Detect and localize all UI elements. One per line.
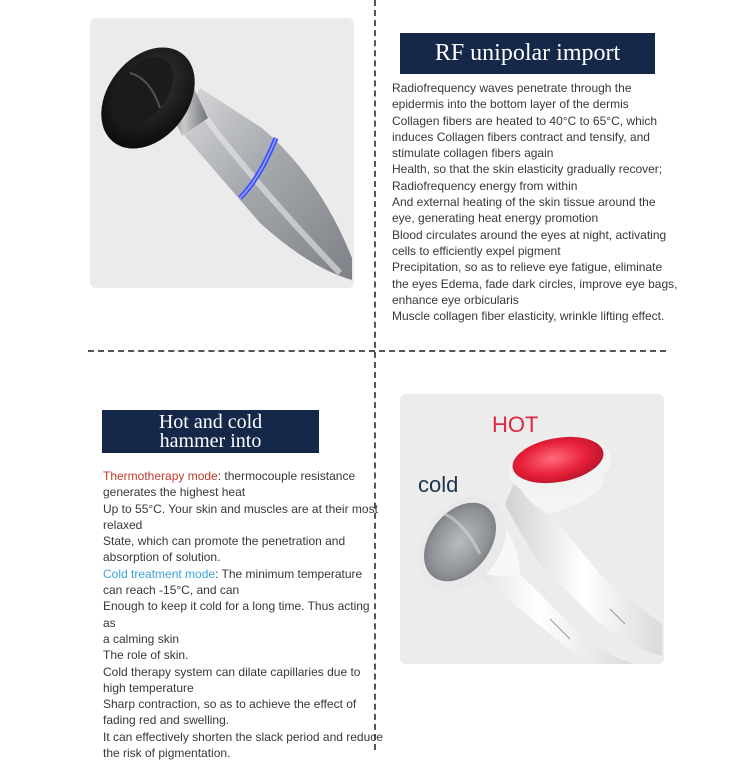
rf-line: epidermis into the bottom layer of the dermis: [392, 97, 629, 112]
rf-device-image: [90, 18, 354, 288]
cold-label: cold: [418, 472, 459, 497]
hot-cold-section-title: [102, 410, 319, 453]
rf-line: Radiofrequency waves penetrate through the: [392, 81, 632, 95]
cold-line: can reach -15°C, and can: [103, 583, 240, 598]
rf-line: the eyes Edema, fade dark circles, improve eye bags,: [392, 276, 678, 291]
rf-section-title: RF unipolar import: [400, 33, 655, 74]
cold-line: Cold therapy system can dilate capillaries due to: [103, 664, 361, 679]
hot-cold-description: [103, 468, 385, 761]
rf-line: Radiofrequency energy from within: [392, 178, 578, 193]
rf-line: And external heating of the skin tissue around the: [392, 195, 656, 210]
cold-line: Sharp contraction, so as to achieve the effect of: [103, 697, 357, 712]
hot-cold-title-line2: hammer into: [159, 430, 262, 452]
thermo-line: relaxed: [103, 517, 143, 532]
cold-mode-label: Cold treatment mode: [103, 566, 216, 581]
thermo-mode-line: [103, 468, 385, 484]
thermo-line: generates the highest heat: [103, 485, 246, 500]
rf-line: Muscle collagen fiber elasticity, wrinkle lifting effect.: [392, 309, 665, 324]
cold-mode-line: [103, 566, 385, 582]
rf-description: [392, 80, 682, 324]
rf-line: eye, generating heat energy promotion: [392, 211, 599, 226]
rf-line: Health, so that the skin elasticity gradually recover;: [392, 162, 663, 177]
thermo-line: absorption of solution.: [103, 550, 221, 565]
rf-line: enhance eye orbicularis: [392, 292, 519, 307]
cold-line: the risk of pigmentation.: [103, 746, 231, 761]
hot-cold-title-line1: Hot and cold: [158, 411, 263, 433]
hot-cold-hammer-image: [400, 394, 664, 664]
thermo-mode-first: : thermocouple resistance: [217, 469, 356, 483]
cold-line: a calming skin: [103, 631, 180, 646]
rf-line: Blood circulates around the eyes at night, activating: [392, 227, 667, 242]
hot-label: HOT: [492, 412, 539, 437]
thermo-mode-label: Thermotherapy mode: [103, 469, 218, 483]
rf-line: induces Collagen fibers contract and tensify, and: [392, 129, 650, 144]
cold-line: Enough to keep it cold for a long time. Thus acting as: [103, 599, 370, 630]
cold-line: high temperature: [103, 680, 194, 695]
cold-line: It can effectively shorten the slack period and reduce: [103, 729, 383, 744]
cold-line: The role of skin.: [103, 648, 189, 663]
rf-line: cells to efficiently expel pigment: [392, 243, 561, 258]
horizontal-divider: [88, 350, 666, 352]
thermo-line: State, which can promote the penetration and: [103, 534, 346, 549]
rf-line: Precipitation, so as to relieve eye fatigue, eliminate: [392, 260, 663, 275]
cold-mode-first: : The minimum temperature: [215, 566, 363, 581]
cold-line: fading red and swelling.: [103, 713, 230, 728]
rf-line: stimulate collagen fibers again: [392, 146, 554, 161]
rf-line: Collagen fibers are heated to 40°C to 65°C, which: [392, 113, 658, 128]
thermo-line: Up to 55°C. Your skin and muscles are at their most: [103, 501, 378, 516]
